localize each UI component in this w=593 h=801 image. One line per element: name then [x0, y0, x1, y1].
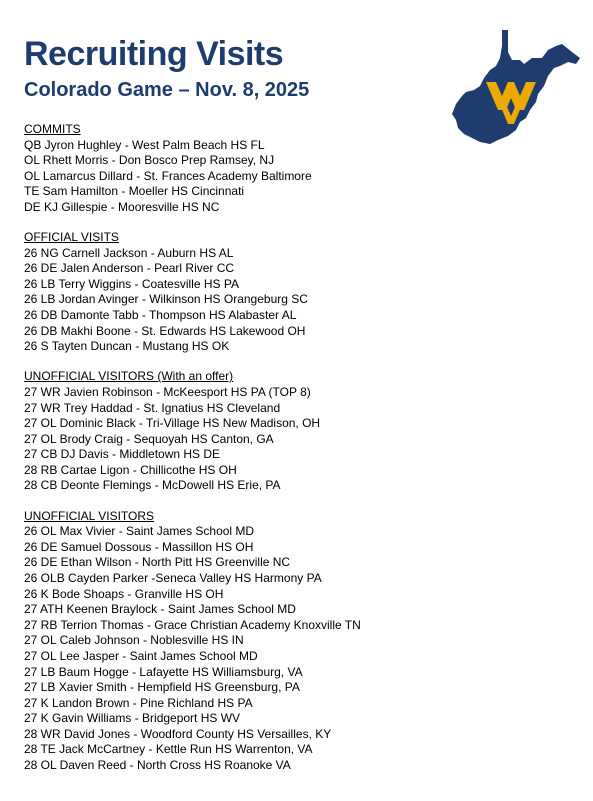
unofficial-with-offer-list — [24, 385, 584, 494]
section-unofficial-with-offer — [24, 369, 584, 494]
list-item: 28 TE Jack McCartney - Kettle Run HS Warrenton, VA — [24, 742, 313, 757]
list-item: 27 LB Xavier Smith - Hempfield HS Greensburg, PA — [24, 680, 300, 695]
list-item: 27 LB Baum Hogge - Lafayette HS Williamsburg, VA — [24, 664, 303, 679]
list-item: 28 WR David Jones - Woodford County HS Versailles, KY — [24, 726, 332, 741]
official-visits-list — [24, 246, 584, 355]
list-item: 27 OL Caleb Johnson - Noblesville HS IN — [24, 633, 244, 648]
list-item: 26 S Tayten Duncan - Mustang HS OK — [24, 339, 230, 354]
list-item: 26 DB Makhi Boone - St. Edwards HS Lakewood OH — [24, 323, 306, 338]
list-item: 26 DE Jalen Anderson - Pearl River CC — [24, 261, 235, 276]
list-item: 28 CB Deonte Flemings - McDowell HS Erie, PA — [24, 478, 281, 493]
list-item: 27 K Landon Brown - Pine Richland HS PA — [24, 695, 253, 710]
list-item: 28 RB Cartae Ligon - Chillicothe HS OH — [24, 462, 237, 477]
list-item: OL Rhett Morris - Don Bosco Prep Ramsey, NJ — [24, 153, 275, 168]
list-item: 26 K Bode Shoaps - Granville HS OH — [24, 586, 224, 601]
list-item: 27 RB Terrion Thomas - Grace Christian Academy Knoxville TN — [24, 617, 361, 632]
list-item: QB Jyron Hughley - West Palm Beach HS FL — [24, 137, 265, 152]
visit-lists — [24, 122, 584, 788]
section-commits — [24, 122, 584, 216]
section-heading: UNOFFICIAL VISITORS (With an offer) — [24, 369, 234, 384]
list-item: 26 OL Max Vivier - Saint James School MD — [24, 524, 255, 539]
list-item: 26 NG Carnell Jackson - Auburn HS AL — [24, 245, 234, 260]
list-item: 27 OL Brody Craig - Sequoyah HS Canton, GA — [24, 431, 274, 446]
unofficial-visitors-list — [24, 524, 584, 774]
list-item: 28 OL Daven Reed - North Cross HS Roanoke VA — [24, 758, 291, 773]
list-item: 27 ATH Keenen Braylock - Saint James School MD — [24, 602, 296, 617]
list-item: 27 WR Trey Haddad - St. Ignatius HS Cleveland — [24, 400, 281, 415]
section-heading: COMMITS — [24, 122, 81, 136]
section-unofficial-visitors — [24, 509, 584, 774]
list-item: 27 WR Javien Robinson - McKeesport HS PA (TOP 8) — [24, 384, 311, 399]
list-item: 27 OL Dominic Black - Tri-Village HS New Madison, OH — [24, 416, 321, 431]
page-title: Recruiting Visits — [24, 35, 284, 73]
list-item: 27 OL Lee Jasper - Saint James School MD — [24, 648, 258, 663]
list-item: 26 DE Ethan Wilson - North Pitt HS Greenville NC — [24, 555, 291, 570]
section-heading: OFFICIAL VISITS — [24, 230, 119, 245]
page-subtitle: Colorado Game – Nov. 8, 2025 — [24, 79, 310, 101]
list-item: 26 LB Jordan Avinger - Wilkinson HS Orangeburg SC — [24, 292, 308, 307]
list-item: 26 DB Damonte Tabb - Thompson HS Alabaster AL — [24, 308, 297, 323]
list-item: 26 DE Samuel Dossous - Massillon HS OH — [24, 539, 254, 554]
list-item: 26 OLB Cayden Parker -Seneca Valley HS Harmony PA — [24, 570, 322, 585]
commits-list — [24, 138, 584, 216]
list-item: 27 CB DJ Davis - Middletown HS DE — [24, 447, 221, 462]
list-item: 26 LB Terry Wiggins - Coatesville HS PA — [24, 276, 239, 291]
list-item: DE KJ Gillespie - Mooresville HS NC — [24, 199, 220, 214]
list-item: OL Lamarcus Dillard - St. Frances Academy Baltimore — [24, 168, 312, 183]
list-item: TE Sam Hamilton - Moeller HS Cincinnati — [24, 184, 245, 199]
section-heading: UNOFFICIAL VISITORS — [24, 508, 155, 523]
section-official-visits — [24, 230, 584, 355]
list-item: 27 K Gavin Williams - Bridgeport HS WV — [24, 711, 241, 726]
